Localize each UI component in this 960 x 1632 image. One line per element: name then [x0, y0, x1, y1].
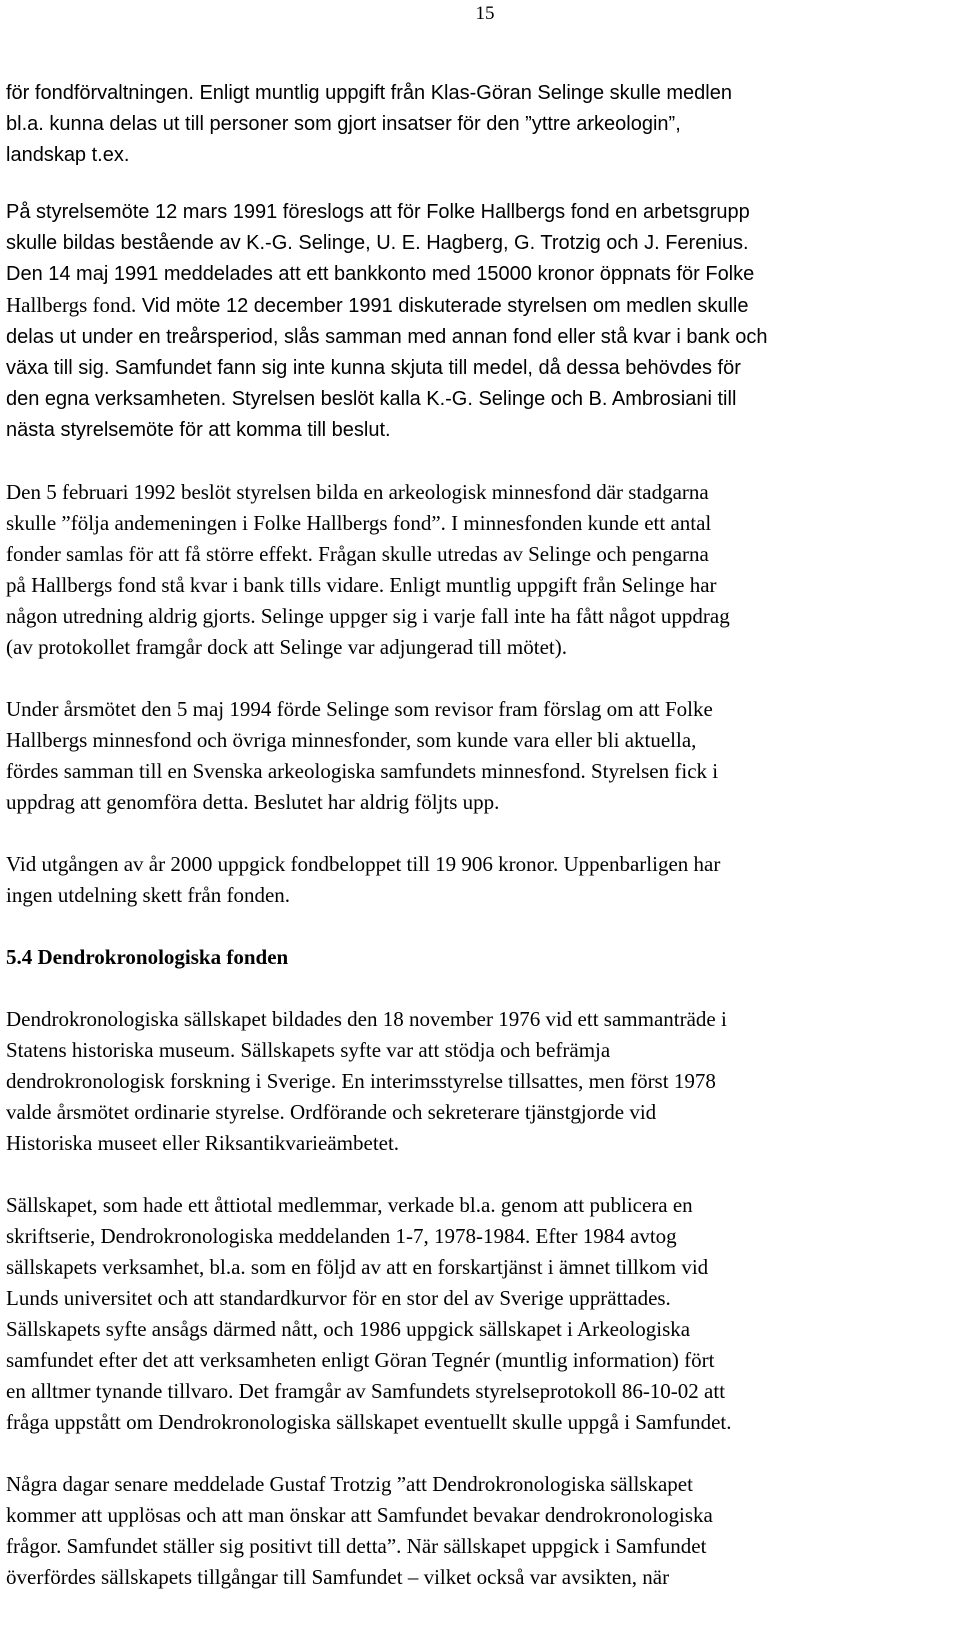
text-line: fråga uppstått om Dendrokronologiska sällskapet eventuellt skulle uppgå i Samfundet. — [6, 1410, 732, 1434]
paragraph-fund-management — [6, 78, 951, 171]
text-line: nästa styrelsemöte för att komma till beslut. — [6, 419, 391, 441]
text-line: dendrokronologisk forskning i Sverige. En interimsstyrelse tillsattes, men först 1978 — [6, 1069, 716, 1093]
text-line: fonder samlas för att få större effekt. Frågan skulle utredas av Selinge och pengarna — [6, 542, 709, 566]
text-line: (av protokollet framgår dock att Selinge var adjungerad till mötet). — [6, 635, 567, 659]
page-number: 15 — [475, 3, 495, 24]
text-line: Hallbergs minnesfond och övriga minnesfonder, som kunde vara eller bli aktuella, — [6, 728, 697, 752]
text-line: delas ut under en treårsperiod, slås samman med annan fond eller stå kvar i bank och — [6, 326, 768, 348]
text-line: Statens historiska museum. Sällskapets syfte var att stödja och befrämja — [6, 1038, 611, 1062]
section-heading: 5.4 Dendrokronologiska fonden — [6, 945, 289, 969]
text-line: samfundet efter det att verksamheten enligt Göran Tegnér (muntlig information) fört — [6, 1348, 715, 1372]
text-line: sällskapets verksamhet, bl.a. som en följd av att en forskartjänst i ämnet tillkom vid — [6, 1255, 709, 1279]
paragraph-dendro-society-activity — [6, 1190, 951, 1438]
text-line: Vid utgången av år 2000 uppgick fondbeloppet till 19 906 kronor. Uppenbarligen har — [6, 852, 721, 876]
paragraph-memorial-fund-1992 — [6, 477, 951, 663]
text-line: Under årsmötet den 5 maj 1994 förde Selinge som revisor fram förslag om att Folke — [6, 697, 713, 721]
text-line: uppdrag att genomföra detta. Beslutet har aldrig följts upp. — [6, 790, 500, 814]
text-line: den egna verksamheten. Styrelsen beslöt kalla K.-G. Selinge och B. Ambrosiani till — [6, 388, 737, 410]
text-line: Sällskapets syfte ansågs därmed nått, och 1986 uppgick sällskapet i Arkeologiska — [6, 1317, 691, 1341]
text-line: växa till sig. Samfundet fann sig inte kunna skjuta till medel, då dessa behövdes för — [6, 357, 741, 379]
text-line: Den 14 maj 1991 meddelades att ett bankkonto med 15000 kronor öppnats för Folke — [6, 263, 755, 285]
text-line: Lunds universitet och att standardkurvor för en stor del av Sverige upprättades. — [6, 1286, 671, 1310]
text-line: skriftserie, Dendrokronologiska meddelanden 1-7, 1978-1984. Efter 1984 avtog — [6, 1224, 677, 1248]
paragraph-dendro-society-dissolution — [6, 1469, 951, 1593]
text-line: Den 5 februari 1992 beslöt styrelsen bilda en arkeologisk minnesfond där stadgarna — [6, 480, 709, 504]
text-line: frågor. Samfundet ställer sig positivt till detta”. När sällskapet uppgick i Samfundet — [6, 1534, 707, 1558]
text-line: ingen utdelning skett från fonden. — [6, 883, 291, 907]
text-line: på Hallbergs fond stå kvar i bank tills vidare. Enligt muntlig uppgift från Selinge har — [6, 573, 717, 597]
text-line: landskap t.ex. — [6, 144, 130, 166]
text-line: skulle ”följa andemeningen i Folke Hallbergs fond”. I minnesfonden kunde ett antal — [6, 511, 712, 535]
text-segment: Vid möte 12 december 1991 diskuterade styrelsen om medlen skulle — [136, 295, 749, 317]
text-line — [6, 290, 951, 322]
text-line: Historiska museet eller Riksantikvarieämbetet. — [6, 1131, 400, 1155]
text-line: kommer att upplösas och att man önskar att Samfundet bevakar dendrokronologiska — [6, 1503, 713, 1527]
text-line: överfördes sällskapets tillgångar till Samfundet – vilket också var avsikten, när — [6, 1565, 670, 1589]
text-line: valde årsmötet ordinarie styrelse. Ordförande och sekreterare tjänstgjorde vid — [6, 1100, 657, 1124]
paragraph-annual-meeting-1994 — [6, 694, 951, 818]
text-segment: Hallbergs fond. — [6, 293, 137, 317]
text-line: Några dagar senare meddelade Gustaf Trotzig ”att Dendrokronologiska sällskapet — [6, 1472, 693, 1496]
paragraph-dendro-society-founding — [6, 1004, 951, 1159]
text-line: någon utredning aldrig gjorts. Selinge uppger sig i varje fall inte ha fått något uppdrag — [6, 604, 730, 628]
text-line: för fondförvaltningen. Enligt muntlig uppgift från Klas-Göran Selinge skulle medlen — [6, 82, 732, 104]
text-line: Sällskapet, som hade ett åttiotal medlemmar, verkade bl.a. genom att publicera en — [6, 1193, 693, 1217]
paragraph-fund-balance-2000 — [6, 849, 951, 911]
text-line: skulle bildas bestående av K.-G. Selinge, U. E. Hagberg, G. Trotzig och J. Ferenius. — [6, 232, 749, 254]
text-line: Dendrokronologiska sällskapet bildades den 18 november 1976 vid ett sammanträde i — [6, 1007, 727, 1031]
text-line: en alltmer tynande tillvaro. Det framgår av Samfundets styrelseprotokoll 86-10-02 att — [6, 1379, 726, 1403]
text-line: bl.a. kunna delas ut till personer som gjort insatser för den ”yttre arkeologin”, — [6, 113, 681, 135]
text-line: På styrelsemöte 12 mars 1991 föreslogs att för Folke Hallbergs fond en arbetsgrupp — [6, 201, 750, 223]
paragraph-board-meeting-1991 — [6, 197, 951, 446]
document-body — [6, 78, 951, 1593]
text-line: fördes samman till en Svenska arkeologiska samfundets minnesfond. Styrelsen fick i — [6, 759, 719, 783]
